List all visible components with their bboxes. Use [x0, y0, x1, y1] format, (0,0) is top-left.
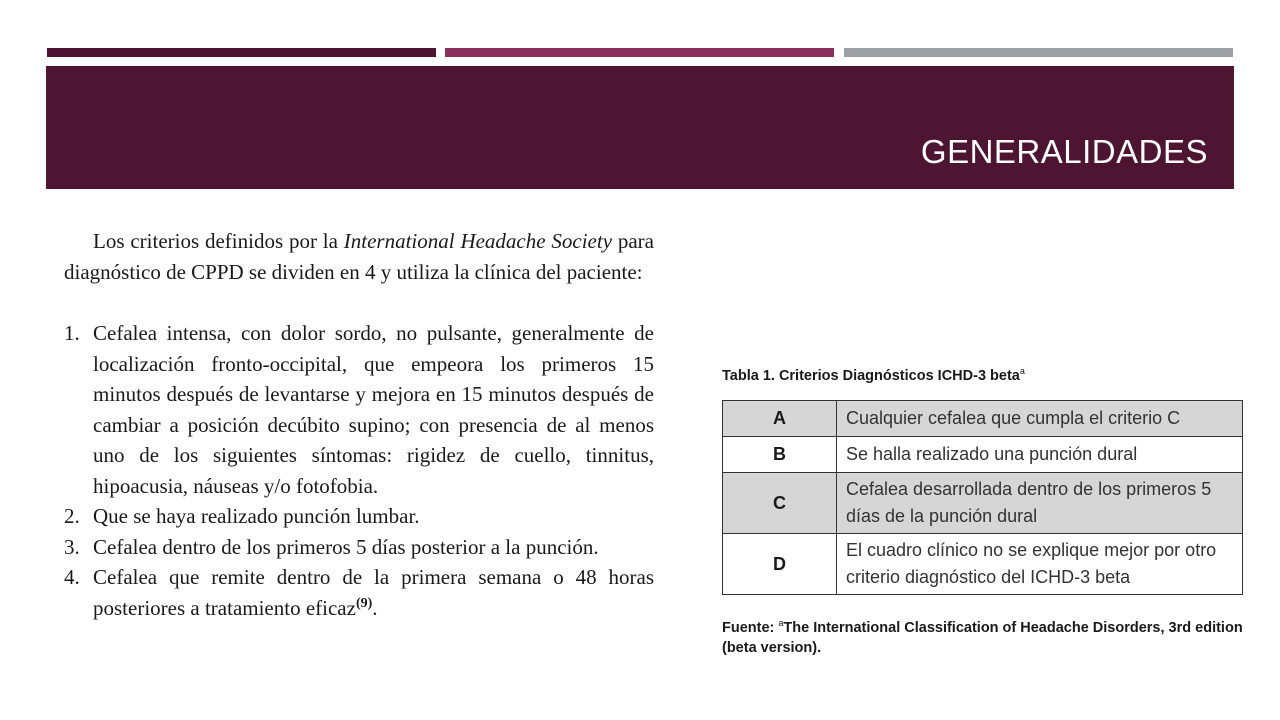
- accent-bar-magenta: [445, 48, 834, 57]
- source-sup: a: [778, 618, 784, 628]
- accent-bar-gray: [844, 48, 1233, 57]
- criteria-number: 4.: [64, 565, 80, 589]
- accent-bar-dark: [47, 48, 436, 57]
- criteria-text: Cefalea que remite dentro de la primera semana o 48 horas posteriores a tratamiento eficaz: [93, 565, 654, 620]
- table-caption: [722, 366, 1025, 384]
- criteria-item: [64, 501, 654, 532]
- criteria-list: [64, 318, 654, 623]
- table-text-cell: Cefalea desarrollada dentro de los primeros 5 días de la punción dural: [837, 473, 1243, 534]
- table-row: [723, 437, 1243, 473]
- table-text-cell: Cualquier cefalea que cumpla el criterio C: [837, 401, 1243, 437]
- table-caption-sup: a: [1019, 366, 1025, 376]
- source-text: The International Classification of Headache Disorders, 3rd edition (beta version).: [722, 619, 1243, 656]
- intro-text-2: para diagnóstico de CPPD se dividen en 4 y utiliza la clínica del paciente:: [64, 229, 654, 284]
- source-label: Fuente:: [722, 619, 779, 636]
- table-row: [723, 401, 1243, 437]
- criteria-number: 2.: [64, 504, 80, 528]
- table-text-cell: El cuadro clínico no se explique mejor por otro criterio diagnóstico del ICHD-3 beta: [837, 534, 1243, 595]
- criteria-item: [64, 532, 654, 563]
- table-key-cell: C: [723, 473, 837, 534]
- criteria-text-block: [64, 226, 654, 623]
- intro-society-name: International Headache Society: [343, 229, 613, 253]
- table-source-note: [722, 613, 1252, 658]
- citation-marker: (9): [355, 595, 373, 611]
- criteria-number: 3.: [64, 534, 80, 559]
- criteria-table: [722, 400, 1243, 595]
- intro-paragraph: [64, 226, 654, 287]
- table-key-cell: A: [723, 401, 837, 437]
- intro-text-1: Los criterios definidos por la: [93, 229, 344, 253]
- table-caption-text: Tabla 1. Criterios Diagnósticos ICHD-3 beta: [722, 367, 1020, 384]
- table-row: [723, 534, 1243, 595]
- criteria-item: [64, 318, 654, 501]
- criteria-item: [64, 562, 654, 623]
- criteria-text: Cefalea dentro de los primeros 5 días posterior a la punción.: [93, 534, 599, 559]
- slide-title: GENERALIDADES: [920, 133, 1208, 170]
- criteria-end-punct: .: [372, 595, 378, 620]
- title-banner: [46, 66, 1234, 189]
- criteria-number: 1.: [64, 321, 80, 345]
- criteria-text: Cefalea intensa, con dolor sordo, no pulsante, generalmente de localización fronto-occipital, que empeora los primeros 15 minutos después de levantarse y mejora en 15 minutos después de cambiar a posición decúbito supino; con presencia de al menos uno de los siguientes síntomas: rigidez de cuello, tinnitus, hipoacusia, náuseas y/o fotofobia.: [93, 321, 654, 498]
- table-row: [723, 473, 1243, 534]
- table-key-cell: D: [723, 534, 837, 595]
- table-key-cell: B: [723, 437, 837, 473]
- table-text-cell: Se halla realizado una punción dural: [837, 437, 1243, 473]
- criteria-text: Que se haya realizado punción lumbar.: [93, 504, 420, 528]
